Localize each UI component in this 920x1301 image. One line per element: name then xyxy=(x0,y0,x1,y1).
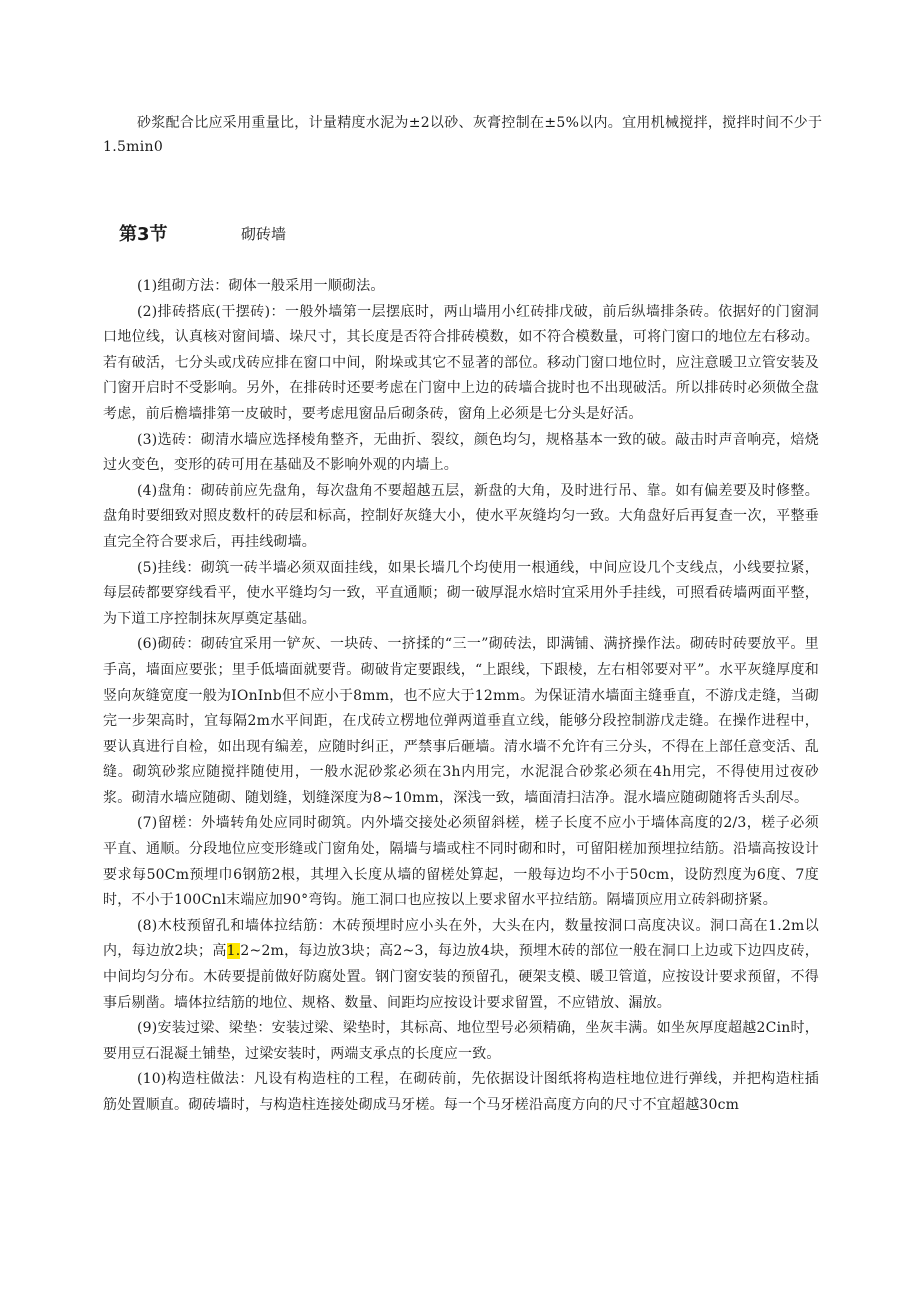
paragraph: (1)组砌方法：砌体一般采用一顺砌法。 xyxy=(137,278,385,294)
paragraph: (10)构造柱做法：凡设有构造柱的工程，在砌砖前，先依据设计图纸将构造柱地位进行弹线，并把构造柱插筋处置顺直。砌砖墙时，与构造柱连接处砌成马牙槎。每一个马牙槎沿高度方向的尺寸不宜超越30cm xyxy=(103,1071,819,1113)
section-heading xyxy=(119,220,519,250)
highlighted-text: 1. xyxy=(226,943,241,960)
paragraph: (9)安装过梁、梁垫：安装过梁、梁垫时，其标高、地位型号必须精确，坐灰丰满。如坐灰厚度超越2Cin时，要用豆石混凝土铺垫，过梁安装时，两端支承点的长度应一致。 xyxy=(103,1020,819,1062)
paragraph-text: (8)木枝预留孔和墙体拉结筋：木砖预埋时应小头在外，大头在内，数量按洞口高度决议。洞口高在1.2m以内，每边放2块；高 xyxy=(103,917,819,960)
paragraph: (7)留槎：外墙转角处应同时砌筑。内外墙交接处必须留斜槎，槎子长度不应小于墙体高度的2/3，槎子必须平直、通顺。分段地位应变形缝或门窗角处，隔墙与墙或柱不同时砌和时，可留阳槎加预埋拉结筋。沿墙高按设计要求每50Cm预埋巾6钢筋2根，其埋入长度从墙的留槎处算起，一般每边均不小于50cm，设防烈度为6度、7度时，不小于100Cnl末端应加90°弯钩。施工洞口也应按以上要求留水平拉结筋。隔墙顶应用立砖斜砌挤紧。 xyxy=(103,815,819,909)
paragraph: (2)排砖搭底(干摆砖)：一般外墙第一层摆底时，两山墙用小红砖排戊破，前后纵墙排条砖。依据好的门窗洞口地位线，认真核对窗间墙、垛尺寸，其长度是否符合排砖模数，如不符合模数量，可将门窗口的地位左右移动。若有破活，七分头或戊砖应排在窗口中间，附垛或其它不显著的部位。移动门窗口地位时，应注意暖卫立管安装及门窗开启时不受影响。另外，在排砖时还要考虑在门窗中上边的砖墙合拢时也不出现破活。所以排砖时必须做全盘考虑，前后檐墙排第一皮破时，要考虑甩窗品后砌条砖，窗角上必须是七分头是好活。 xyxy=(103,303,819,422)
paragraph: (5)挂线：砌筑一砖半墙必须双面挂线，如果长墙几个均使用一根通线，中间应设几个支线点，小线要拉紧，每层砖都要穿线看平，使水平缝均匀一致，平直通顺；砌一破厚混水焙时宜采用外手挂线，可照看砖墙两面平整，为下道工序控制抹灰厚奠定基础。 xyxy=(103,559,819,627)
paragraph: (4)盘角：砌砖前应先盘角，每次盘角不要超越五层，新盘的大角，及时进行吊、靠。如有偏差要及时修整。盘角时要细致对照皮数杆的砖层和标高，控制好灰缝大小，使水平灰缝均匀一致。大角盘好后再复查一次，平整垂直完全符合要求后，再挂线砌墙。 xyxy=(103,482,819,550)
section-number: 第3节 xyxy=(119,224,168,245)
paragraph-text: 2~2m，每边放3块；高2~3，每边放4块，预埋木砖的部位一般在洞口上边或下边四皮砖，中间均匀分布。木砖要提前做好防腐处置。钢门窗安装的预留孔，硬架支模、暖卫管道，应按设计要求预留，不得事后剔凿。墙体拉结筋的地位、规格、数量、间距均应按设计要求留置，不应错放、漏放。 xyxy=(103,943,819,1011)
paragraph: (3)选砖：砌清水墙应选择棱角整齐，无曲折、裂纹，颜色均匀，规格基本一致的破。敲击时声音响亮，焙烧过火变色，变形的砖可用在基础及不影响外观的内墙上。 xyxy=(103,431,819,474)
section-body xyxy=(103,274,819,1119)
paragraph: (6)砌砖：砌砖宜采用一铲灰、一块砖、一挤揉的“三一”砌砖法，即满铺、满挤操作法。砌砖时砖要放平。里手高，墙面应要张；里手低墙面就要背。砌破肯定要跟线，“上跟线，下跟棱，左右相邻要对平”。水平灰缝厚度和竖向灰缝宽度一般为IOnInb但不应小于8mm，也不应大于12mm。为保证清水墙面主缝垂直，不游戊走缝，当砌完一步架高时，宜每隔2m水平间距，在戊砖立楞地位弹两道垂直立线，能够分段控制游戊走缝。在操作进程中，要认真进行自检，如出现有编差，应随时纠正，严禁事后砸墙。清水墙不允许有三分头，不得在上部任意变活、乱缝。砌筑砂浆应随搅拌随使用，一般水泥砂浆必须在3h内用完，水泥混合砂浆必须在4h用完，不得使用过夜砂浆。砌清水墙应随砌、随划缝，划缝深度为8~10mm，深浅一致，墙面清扫洁净。混水墙应随砌随将舌头刮尽。 xyxy=(103,636,819,806)
paragraph xyxy=(103,914,819,1016)
intro-paragraph: 砂浆配合比应采用重量比，计量精度水泥为±2以砂、灰膏控制在±5%以内。宜用机械搅拌，搅拌时间不少于1.5min0 xyxy=(103,115,823,155)
intro-block xyxy=(103,111,823,159)
section-title: 砌砖墙 xyxy=(241,225,287,243)
